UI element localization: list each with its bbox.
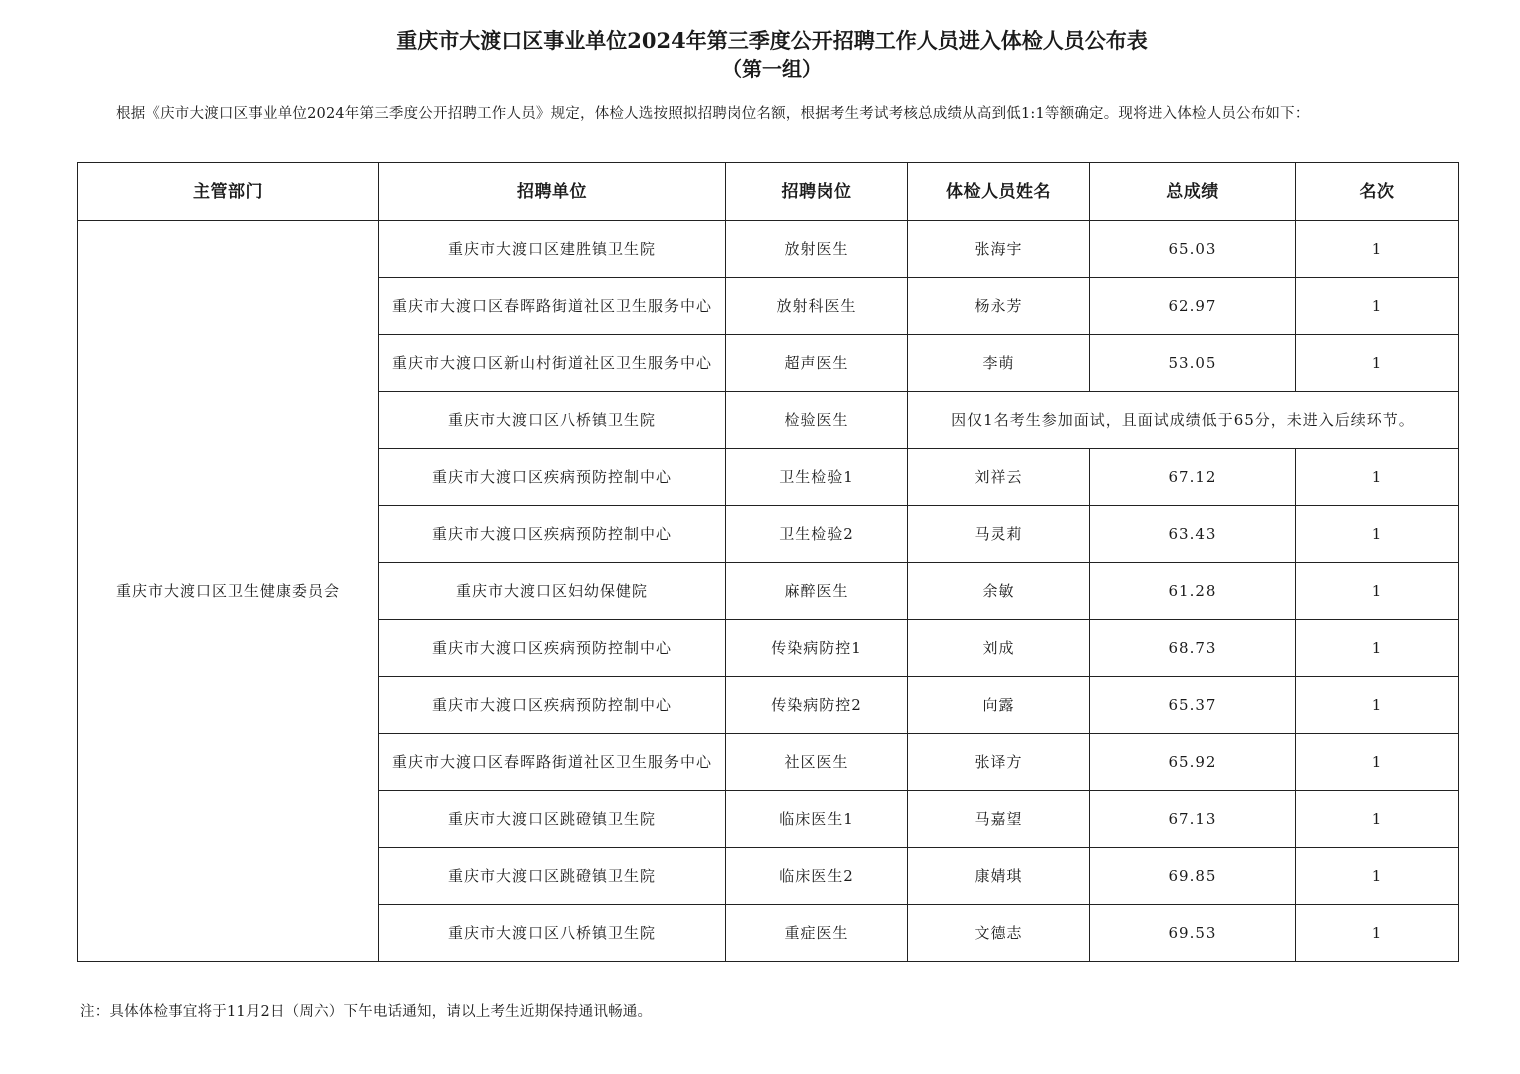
unit-cell: 重庆市大渡口区疾病预防控制中心 (379, 620, 726, 677)
rank-cell: 1 (1296, 905, 1459, 962)
name-cell: 向露 (908, 677, 1090, 734)
header-department: 主管部门 (78, 163, 379, 221)
unit-cell: 重庆市大渡口区新山村街道社区卫生服务中心 (379, 335, 726, 392)
score-cell: 61.28 (1090, 563, 1296, 620)
unit-cell: 重庆市大渡口区疾病预防控制中心 (379, 449, 726, 506)
score-cell: 65.03 (1090, 221, 1296, 278)
name-cell: 刘祥云 (908, 449, 1090, 506)
score-cell: 69.85 (1090, 848, 1296, 905)
table-body (78, 221, 1459, 962)
rank-cell: 1 (1296, 449, 1459, 506)
name-cell: 刘成 (908, 620, 1090, 677)
department-cell: 重庆市大渡口区卫生健康委员会 (78, 221, 379, 962)
unit-cell: 重庆市大渡口区建胜镇卫生院 (379, 221, 726, 278)
header-post: 招聘岗位 (726, 163, 908, 221)
page-subtitle: （第一组） (722, 57, 822, 81)
name-cell: 马嘉望 (908, 791, 1090, 848)
score-cell: 63.43 (1090, 506, 1296, 563)
unit-cell: 重庆市大渡口区春晖路街道社区卫生服务中心 (379, 278, 726, 335)
intro-paragraph: 根据《庆市大渡口区事业单位2024年第三季度公开招聘工作人员》规定，体检人选按照拟招聘岗位名额，根据考生考试考核总成绩从高到低1:1等额确定。现将进入体检人员公布如下： (116, 106, 1310, 122)
post-cell: 传染病防控1 (726, 620, 908, 677)
post-cell: 临床医生1 (726, 791, 908, 848)
post-cell: 卫生检验1 (726, 449, 908, 506)
footnote: 注：具体体检事宜将于11月2日（周六）下午电话通知，请以上考生近期保持通讯畅通。 (80, 1004, 653, 1020)
post-cell: 放射科医生 (726, 278, 908, 335)
header-rank: 名次 (1296, 163, 1459, 221)
score-cell: 69.53 (1090, 905, 1296, 962)
name-cell: 杨永芳 (908, 278, 1090, 335)
name-cell: 张海宇 (908, 221, 1090, 278)
rank-cell: 1 (1296, 221, 1459, 278)
header-name: 体检人员姓名 (908, 163, 1090, 221)
unit-cell: 重庆市大渡口区跳磴镇卫生院 (379, 848, 726, 905)
results-table (77, 162, 1459, 962)
table-row (78, 221, 1459, 278)
post-cell: 麻醉医生 (726, 563, 908, 620)
rank-cell: 1 (1296, 848, 1459, 905)
rank-cell: 1 (1296, 791, 1459, 848)
unit-cell: 重庆市大渡口区疾病预防控制中心 (379, 677, 726, 734)
score-cell: 68.73 (1090, 620, 1296, 677)
score-cell: 53.05 (1090, 335, 1296, 392)
post-cell: 检验医生 (726, 392, 908, 449)
rank-cell: 1 (1296, 677, 1459, 734)
post-cell: 临床医生2 (726, 848, 908, 905)
header-score: 总成绩 (1090, 163, 1296, 221)
name-cell: 余敏 (908, 563, 1090, 620)
name-cell: 李萌 (908, 335, 1090, 392)
score-cell: 67.12 (1090, 449, 1296, 506)
unit-cell: 重庆市大渡口区妇幼保健院 (379, 563, 726, 620)
score-cell: 65.37 (1090, 677, 1296, 734)
unit-cell: 重庆市大渡口区八桥镇卫生院 (379, 905, 726, 962)
header-unit: 招聘单位 (379, 163, 726, 221)
unit-cell: 重庆市大渡口区跳磴镇卫生院 (379, 791, 726, 848)
post-cell: 放射医生 (726, 221, 908, 278)
unit-cell: 重庆市大渡口区八桥镇卫生院 (379, 392, 726, 449)
rank-cell: 1 (1296, 563, 1459, 620)
rank-cell: 1 (1296, 620, 1459, 677)
score-cell: 62.97 (1090, 278, 1296, 335)
post-cell: 重症医生 (726, 905, 908, 962)
unit-cell: 重庆市大渡口区疾病预防控制中心 (379, 506, 726, 563)
rank-cell: 1 (1296, 335, 1459, 392)
page-title: 重庆市大渡口区事业单位2024年第三季度公开招聘工作人员进入体检人员公布表 (396, 28, 1148, 53)
rank-cell: 1 (1296, 278, 1459, 335)
score-cell: 67.13 (1090, 791, 1296, 848)
name-cell: 马灵莉 (908, 506, 1090, 563)
note-cell: 因仅1名考生参加面试，且面试成绩低于65分，未进入后续环节。 (908, 392, 1459, 449)
post-cell: 超声医生 (726, 335, 908, 392)
post-cell: 传染病防控2 (726, 677, 908, 734)
name-cell: 康婧琪 (908, 848, 1090, 905)
rank-cell: 1 (1296, 734, 1459, 791)
rank-cell: 1 (1296, 506, 1459, 563)
score-cell: 65.92 (1090, 734, 1296, 791)
name-cell: 文德志 (908, 905, 1090, 962)
post-cell: 社区医生 (726, 734, 908, 791)
name-cell: 张译方 (908, 734, 1090, 791)
unit-cell: 重庆市大渡口区春晖路街道社区卫生服务中心 (379, 734, 726, 791)
post-cell: 卫生检验2 (726, 506, 908, 563)
table-header-row (78, 163, 1459, 221)
